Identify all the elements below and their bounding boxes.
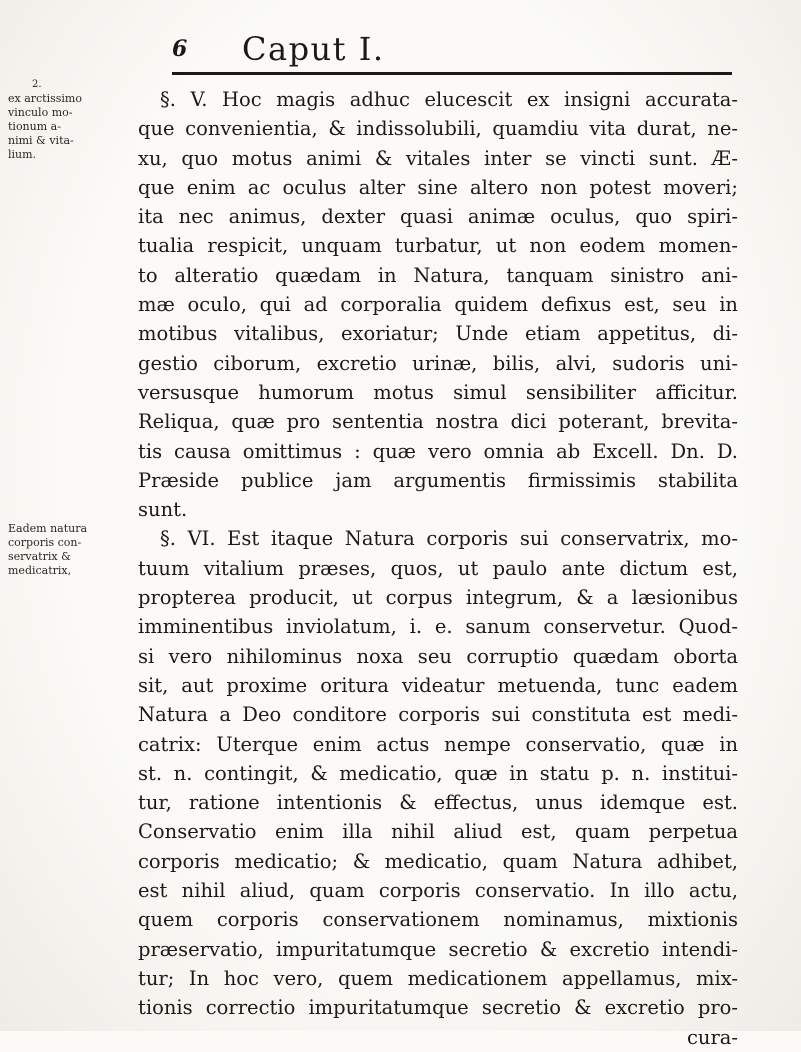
text-line: præservatio, impuritatumque secretio & excretio intendi-: [138, 937, 738, 961]
margin-note-2: [8, 522, 88, 578]
text-line: Præside publice jam argumentis firmissimis stabilita: [138, 468, 738, 492]
header-rule: [172, 72, 732, 75]
page-number: 6: [172, 36, 188, 62]
text-line: to alteratio quædam in Natura, tanquam sinistro ani-: [138, 263, 738, 287]
text-line: §. V. Hoc magis adhuc elucescit ex insigni accurata-: [160, 88, 738, 111]
text-line: gestio ciborum, excretio urinæ, bilis, alvi, sudoris uni-: [138, 351, 738, 375]
running-head: Caput I.: [242, 30, 385, 68]
text-line: que enim ac oculus alter sine altero non potest moveri;: [138, 175, 738, 199]
text-line: versusque humorum motus simul sensibiliter afficitur.: [138, 380, 738, 404]
text-line: mæ oculo, qui ad corporalia quidem defixus est, seu in: [138, 293, 738, 317]
text-line: tionis correctio impuritatumque secretio & excretio pro-: [138, 996, 738, 1020]
text-line: tur; In hoc vero, quem medicationem appellamus, mix-: [138, 966, 738, 990]
text-line: Reliqua, quæ pro sententia nostra dici poterant, brevita-: [138, 410, 738, 434]
text-line: tuum vitalium præses, quos, ut paulo ante dictum est,: [138, 556, 738, 580]
margin-note-line: nimi & vita-: [8, 134, 74, 147]
text-line: propterea producit, ut corpus integrum, & a læsionibus: [138, 586, 738, 610]
text-line: tualia respicit, unquam turbatur, ut non eodem momen-: [138, 234, 738, 258]
margin-note-line: medicatrix,: [8, 564, 72, 577]
margin-note-line: ex arctissimo: [8, 92, 82, 105]
text-line: §. VI. Est itaque Natura corporis sui conservatrix, mo-: [160, 527, 738, 551]
text-line: xu, quo motus animi & vitales inter se vincti sunt. Æ-: [138, 146, 738, 170]
text-line: catrix: Uterque enim actus nempe conservatio, quæ in: [138, 732, 738, 756]
margin-note-line: servatrix &: [8, 550, 71, 563]
text-line: si vero nihilominus noxa seu corruptio quædam oborta: [138, 644, 738, 668]
text-line: imminentibus inviolatum, i. e. sanum conservetur. Quod-: [138, 615, 738, 639]
text-line: st. n. contingit, & medicatio, quæ in statu p. n. institui-: [138, 761, 738, 785]
margin-note-number: 2.: [32, 79, 42, 90]
text-line: Conservatio enim illa nihil aliud est, quam perpetua: [138, 820, 738, 844]
margin-note-line: lium.: [8, 148, 37, 161]
text-line: tis causa omittimus : quæ vero omnia ab Excell. Dn. D.: [138, 439, 738, 463]
text-line: corporis medicatio; & medicatio, quam Natura adhibet,: [138, 849, 738, 873]
text-line: que convenientia, & indissolubili, quamdiu vita durat, ne-: [138, 117, 738, 141]
text-line: motibus vitalibus, exoriatur; Unde etiam appetitus, di-: [138, 322, 738, 346]
margin-note-1: [8, 78, 82, 162]
text-line: quem corporis conservationem nominamus, mixtionis: [138, 908, 738, 932]
text-line: sit, aut proxime oritura videatur metuenda, tunc eadem: [138, 673, 738, 697]
margin-note-line: corporis con-: [8, 536, 82, 549]
page-header: [172, 28, 732, 80]
catchword: cura-: [686, 1025, 738, 1049]
text-line: ita nec animus, dexter quasi animæ oculus, quo spiri-: [138, 205, 738, 229]
text-line: Natura a Deo conditore corporis sui constituta est medi-: [138, 703, 738, 727]
margin-note-line: vinculo mo-: [8, 106, 73, 119]
body-text: [138, 85, 738, 1052]
margin-note-line: Eadem natura: [8, 522, 88, 535]
text-line: est nihil aliud, quam corporis conservatio. In illo actu,: [138, 879, 738, 903]
text-line: tur, ratione intentionis & effectus, unus idemque est.: [138, 791, 738, 815]
text-line: sunt.: [138, 498, 188, 522]
margin-note-line: tionum a-: [8, 120, 61, 133]
